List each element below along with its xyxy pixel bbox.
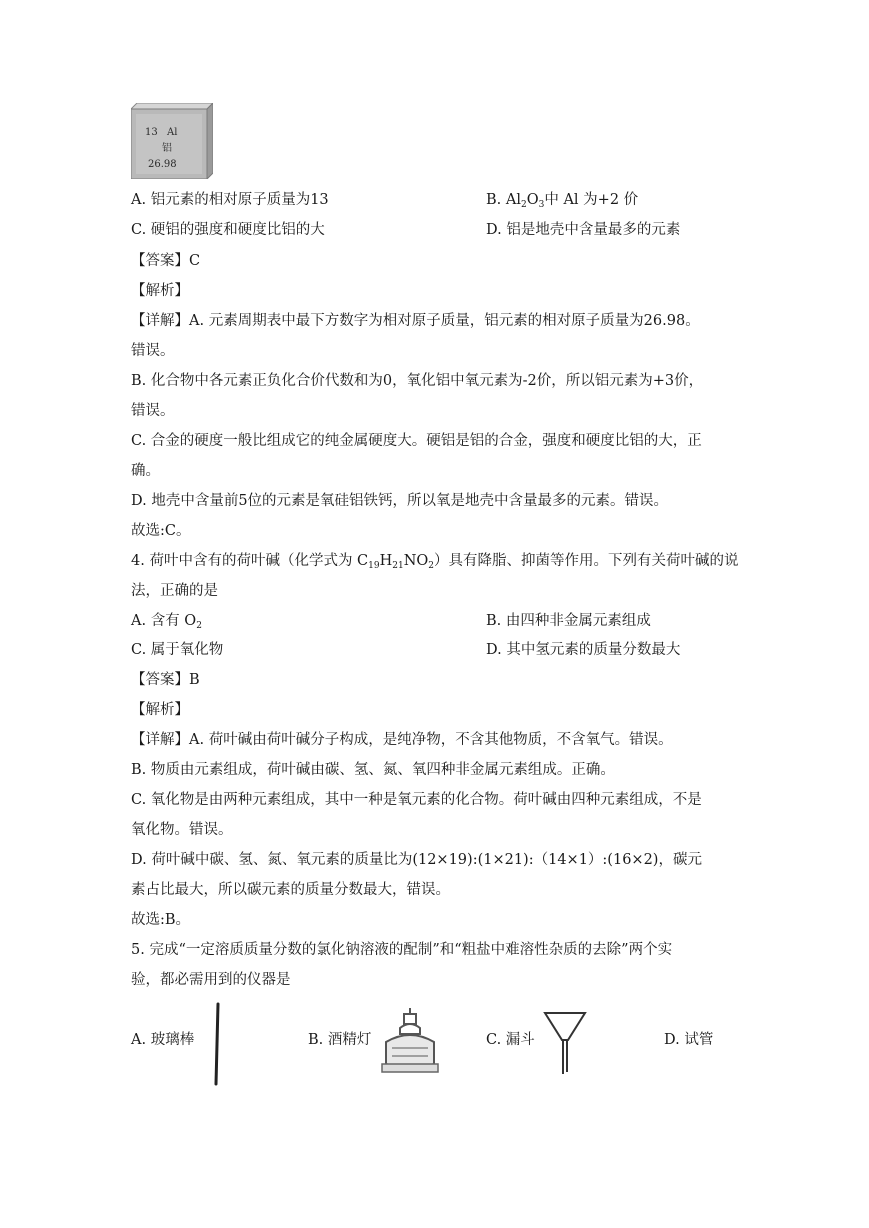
q4-choice: 故选:B。: [131, 912, 191, 928]
q4-answer: 【答案】B: [131, 672, 200, 688]
q4-option-b: B. 由四种非金属元素组成: [486, 613, 651, 629]
q4-detail-d-line1: D. 荷叶碱中碳、氢、氮、氧元素的质量比为(12×19):(1×21):（14×1）:(16×2)，碳元: [131, 852, 702, 868]
q5-option-d: D. 试管: [664, 1032, 714, 1048]
q3-answer: 【答案】C: [131, 253, 201, 269]
q4-detail-c-line1: C. 氧化物是由两种元素组成，其中一种是氧元素的化合物。荷叶碱由四种元素组成，不是: [131, 792, 702, 808]
alcohol-lamp-image: [378, 1008, 442, 1074]
tile-mass: 26.98: [148, 159, 177, 170]
q4-detail-d-line2: 素占比最大，所以碳元素的质量分数最大，错误。: [131, 882, 450, 898]
q3-option-a: A. 铝元素的相对原子质量为13: [131, 192, 329, 208]
q4-detail-a: 【详解】A. 荷叶碱由荷叶碱分子构成，是纯净物，不含其他物质，不含氧气。错误。: [131, 732, 673, 748]
q5-option-b: B. 酒精灯: [308, 1032, 372, 1048]
q4-detail-b: B. 物质由元素组成，荷叶碱由碳、氢、氮、氧四种非金属元素组成。正确。: [131, 762, 615, 778]
q3-detail-a-line1: 【详解】A. 元素周期表中最下方数字为相对原子质量，铝元素的相对原子质量为26.98。: [131, 313, 700, 329]
q3-detail-c-line1: C. 合金的硬度一般比组成它的纯金属硬度大。硬铝是铝的合金，强度和硬度比铝的大，正: [131, 433, 702, 449]
aluminum-element-tile: [131, 103, 213, 179]
funnel-image: [543, 1010, 587, 1076]
q3-detail-c-line2: 确。: [131, 463, 160, 479]
q5-option-a: A. 玻璃棒: [131, 1032, 195, 1048]
q3-option-c: C. 硬铝的强度和硬度比铝的大: [131, 222, 325, 238]
q3-detail-d: D. 地壳中含量前5位的元素是氧硅铝铁钙，所以氧是地壳中含量最多的元素。错误。: [131, 493, 669, 509]
q3-option-b: B. $Al_2O_3$中 Al 为+2 价: [486, 192, 639, 210]
tile-number: 13: [145, 127, 158, 138]
q3-detail-a-line2: 错误。: [131, 343, 175, 359]
tile-name: 铝: [162, 143, 172, 154]
q3-detail-b-line2: 错误。: [131, 403, 175, 419]
q4-stem-line1: 4. 荷叶中含有的荷叶碱（化学式为 $C_{19}H_{21}NO_2$）具有降脂、抑菌等作用。下列有关荷叶碱的说: [131, 553, 739, 571]
q4-option-c: C. 属于氧化物: [131, 642, 224, 658]
q3-choice: 故选:C。: [131, 523, 191, 539]
q5-stem-line2: 验，都必需用到的仪器是: [131, 972, 291, 988]
q4-stem-line2: 法，正确的是: [131, 583, 218, 599]
q4-analysis-title: 【解析】: [131, 702, 189, 718]
tile-symbol: Al: [167, 127, 178, 138]
q5-stem-line1: 5. 完成“一定溶质质量分数的氯化钠溶液的配制”和“粗盐中难溶性杂质的去除”两个实: [131, 942, 673, 958]
glass-rod-image: [209, 1002, 225, 1086]
q3-option-d: D. 铝是地壳中含量最多的元素: [486, 222, 681, 238]
q4-detail-c-line2: 氧化物。错误。: [131, 822, 233, 838]
q5-option-c: C. 漏斗: [486, 1032, 535, 1048]
q4-option-d: D. 其中氢元素的质量分数最大: [486, 642, 681, 658]
q3-analysis-title: 【解析】: [131, 283, 189, 299]
q3-detail-b-line1: B. 化合物中各元素正负化合价代数和为0，氧化铝中氧元素为-2价，所以铝元素为+3价，: [131, 373, 704, 389]
q4-option-a: A. 含有 $O_2$: [131, 613, 202, 631]
